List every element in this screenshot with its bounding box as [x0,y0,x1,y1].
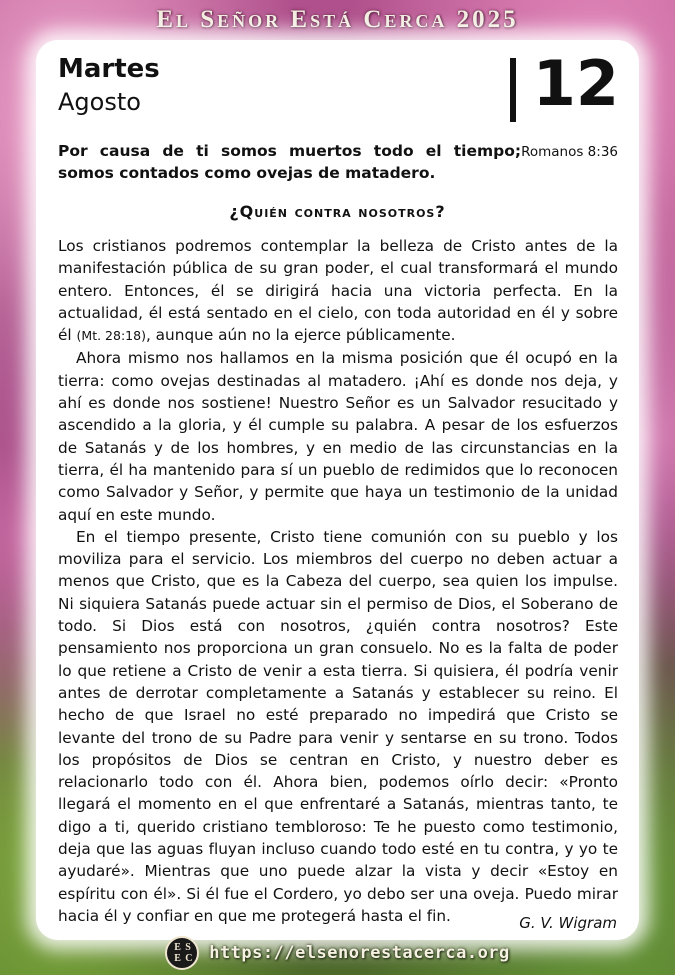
author-signature: G. V. Wigram [519,914,617,932]
devotional-card [36,40,639,940]
verse-text: Por causa de ti somos muertos todo el tiempo; somos contados como ovejas de matadero. [58,142,522,182]
article-body [58,235,618,927]
paragraph-2: Ahora mismo nos hallamos en la misma posición que él ocupó en la tierra: como ovejas destinadas al matadero. ¡Ahí es donde nos deja, y ahí es donde nos sostiene! Nuestro Señor es un Salvador resucitado y ascendido a la gloria, y él cumple su palabra. A pesar de los esfuerzos de Satanás y de los hombres, y en medio de las circunstancias en la tierra, él ha mantenido para sí un pueblo de redimidos que lo reconocen como Salvador y Señor, y permite que haya un testimonio de la unidad aquí en este mundo. [58,349,618,524]
month-name: Agosto [58,88,141,116]
paragraph-1 [58,235,618,347]
scripture-reference: (Mt. 28:18) [76,328,146,344]
paragraph-1-end: , aunque aún no la ejerce públicamente. [145,326,456,345]
website-link[interactable]: https://elsenorestacerca.org [209,943,510,963]
ESEC-logo-icon: E S E C [165,936,199,970]
verse-block [58,140,618,184]
date-divider [510,58,516,122]
footer [0,936,675,970]
page-header-title: El Señor Está Cerca 2025 [156,6,519,33]
verse-reference: Romanos 8:36 [521,144,618,160]
paragraph-1-text: Los cristianos podremos contemplar la belleza de Cristo antes de la manifestación pública de su gran poder, el cual transformará el mundo entero. Entonces, él se dirigirá hacia una victoria perfecta. En la actualidad, él está sentado en el cielo, con toda autoridad en él y sobre él [58,237,618,345]
day-number: 12 [532,47,619,120]
paragraph-3: En el tiempo presente, Cristo tiene comunión con su pueblo y los moviliza para el servicio. Los miembros del cuerpo no deben actuar a menos que Cristo, que es la Cabeza del cuerpo, sea quien los impulse. Ni siquiera Satanás puede actuar sin el permiso de Dios, el Soberano de todo. Si Dios está con nosotros, ¿quién contra nosotros? Este pensamiento nos proporciona un gran consuelo. No es la falta de poder lo que retiene a Cristo de venir a esta tierra. Si quisiera, él podría venir antes de derrotar completamente a Satanás y establecer su reino. El hecho de que Israel no esté preparado no impedirá que Cristo se levante del trono de su Padre para venir y sentarse en su trono. Todos los propósitos de Dios se centran en Cristo, y nuestro deber es relacionarlo todo con él. Ahora bien, podemos oírlo decir: «Pronto llegará el momento en el que enfrentaré a Satanás, mientras tanto, te digo a ti, querido cristiano tembloroso: Te he puesto como testimonio, deja que las aguas fluyan incluso cuando todo esté en tu contra, y yo te ayudaré». Mientras que uno puede alzar la vista y decir «Estoy en espíritu con él». Si él fue el Cordero, yo debo ser una oveja. Puedo mirar hacia él y confiar en que me protegerá hasta el fin. [58,527,618,925]
article-title: ¿Quién contra nosotros? [229,202,446,221]
day-name: Martes [58,54,160,84]
